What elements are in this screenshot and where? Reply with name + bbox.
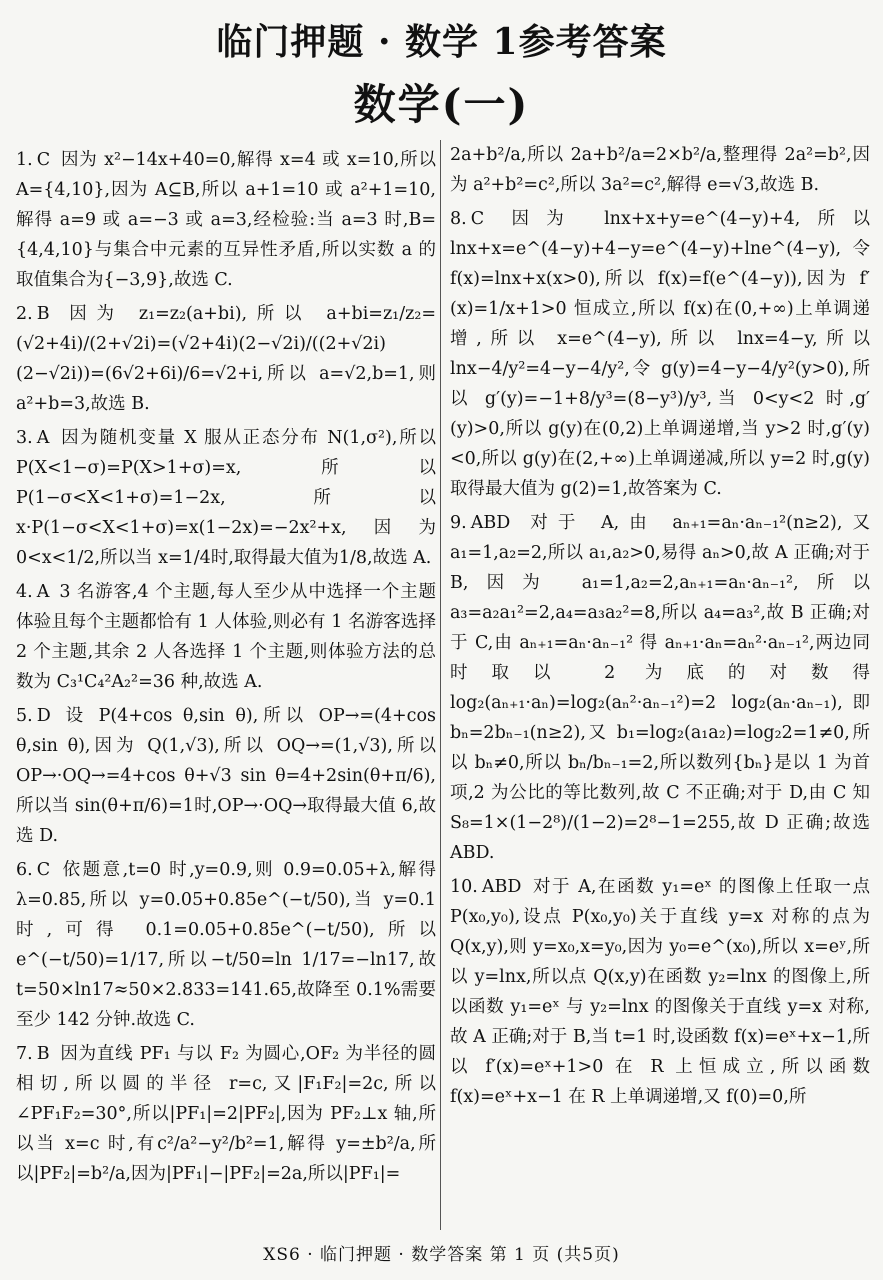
item-number: 4. bbox=[16, 582, 33, 602]
item-answer: B bbox=[36, 304, 50, 324]
item-solution: 依题意,t=0 时,y=0.9,则 0.9=0.05+λ,解得 λ=0.85,所以 y=0.05+0.85e^(−t/50),当 y=0.1 时,可得 0.1=0.05+0.85e^(−t/50),所以 e^(−t/50)=1/17,所以−t/50=ln 1/17=−ln17,故 t=50×ln17≈50×2.833=141.65,故降至 0.1%需要至少 142 分钟.故选 C. bbox=[16, 860, 436, 1030]
answer-item bbox=[16, 855, 436, 1035]
page-title: 临门押题 · 数学 1参考答案 bbox=[216, 21, 667, 63]
item-solution: 因为直线 PF₁ 与以 F₂ 为圆心,OF₂ 为半径的圆相切,所以圆的半径 r=c,又|F₁F₂|=2c,所以∠PF₁F₂=30°,所以|PF₁|=2|PF₂|,因为 PF₂⊥x 轴,所以当 x=c 时,有c²/a²−y²/b²=1,解得 y=±b²/a,所以|PF₂|=b²/a,因为|PF₁|−|PF₂|=2a,所以|PF₁|= bbox=[16, 1044, 436, 1184]
item-answer: ABD bbox=[470, 513, 511, 533]
item-answer: C bbox=[36, 860, 51, 880]
right-column bbox=[450, 140, 870, 1116]
left-column bbox=[16, 145, 436, 1193]
item-number: 9. bbox=[450, 513, 467, 533]
answer-item bbox=[16, 577, 436, 697]
item-answer: C bbox=[36, 150, 51, 170]
answer-item bbox=[16, 299, 436, 419]
item-solution: 对于 A,在函数 y₁=eˣ 的图像上任取一点 P(x₀,y₀),设点 P(x₀,y₀)关于直线 y=x 对称的点为 Q(x,y),则 y=x₀,x=y₀,因为 y₀=e^(x₀),所以 x=eʸ,所以 y=lnx,所以点 Q(x,y)在函数 y₂=lnx 的图像上,所以函数 y₁=eˣ 与 y₂=lnx 的图像关于直线 y=x 对称,故 A 正确;对于 B,当 t=1 时,设函数 f(x)=eˣ+x−1,所以 f′(x)=eˣ+1>0 在 R 上恒成立,所以函数 f(x)=eˣ+x−1 在 R 上单调递增,又 f(0)=0,所 bbox=[450, 877, 870, 1107]
item-number: 6. bbox=[16, 860, 33, 880]
column-divider bbox=[440, 140, 441, 1230]
answer-item bbox=[16, 423, 436, 573]
item-solution: 因为 lnx+x+y=e^(4−y)+4,所以 lnx+x=e^(4−y)+4−y=e^(4−y)+lne^(4−y),令 f(x)=lnx+x(x>0),所以 f(x)=f(e^(4−y)),因为 f′(x)=1/x+1>0 恒成立,所以 f(x)在(0,+∞)上单调递增,所以 x=e^(4−y),所以 lnx=4−y,所以 lnx−4/y²=4−y−4/y²,令 g(y)=4−y−4/y²(y>0),所以 g′(y)=−1+8/y³=(8−y³)/y³,当 0<y<2 时,g′(y)>0,所以 g(y)在(0,2)上单调递增,当 y>2 时,g′(y)<0,所以 g(y)在(2,+∞)上单调递减,所以 y=2 时,g(y)取得最大值为 g(2)=1,故答案为 C. bbox=[450, 209, 870, 499]
item-answer: D bbox=[36, 706, 51, 726]
item-solution: 因为 z₁=z₂(a+bi),所以 a+bi=z₁/z₂=(√2+4i)/(2+√2i)=(√2+4i)(2−√2i)/((2+√2i)(2−√2i))=(6√2+6i)/6=√2+i,所以 a=√2,b=1,则 a²+b=3,故选 B. bbox=[16, 304, 436, 414]
answer-item bbox=[16, 1039, 436, 1189]
item-number: 7. bbox=[16, 1044, 33, 1064]
item-solution: 对于 A,由 aₙ₊₁=aₙ·aₙ₋₁²(n≥2),又 a₁=1,a₂=2,所以 a₁,a₂>0,易得 aₙ>0,故 A 正确;对于 B,因为 a₁=1,a₂=2,aₙ₊₁=aₙ·aₙ₋₁²,所以 a₃=a₂a₁²=2,a₄=a₃a₂²=8,所以 a₄=a₃²,故 B 正确;对于 C,由 aₙ₊₁=aₙ·aₙ₋₁² 得 aₙ₊₁·aₙ=aₙ²·aₙ₋₁²,两边同时取以 2 为底的对数得 log₂(aₙ₊₁·aₙ)=log₂(aₙ²·aₙ₋₁²)=2 log₂(aₙ·aₙ₋₁),即 bₙ=2bₙ₋₁(n≥2),又 b₁=log₂(a₁a₂)=log₂2=1≠0,所以 bₙ≠0,所以 bₙ/bₙ₋₁=2,所以数列{bₙ}是以 1 为首项,2 为公比的等比数列,故 C 不正确;对于 D,由 C 知 S₈=1×(1−2⁸)/(1−2)=2⁸−1=255,故 D 正确;故选 ABD. bbox=[450, 513, 870, 863]
answer-item bbox=[16, 701, 436, 851]
item-number: 3. bbox=[16, 428, 33, 448]
item-number: 10. bbox=[450, 877, 478, 897]
item-number: 8. bbox=[450, 209, 467, 229]
item-solution: 因为 x²−14x+40=0,解得 x=4 或 x=10,所以 A={4,10},因为 A⊆B,所以 a+1=10 或 a²+1=10,解得 a=9 或 a=−3 或 a=3,经检验:当 a=3 时,B={4,4,10}与集合中元素的互异性矛盾,所以实数 a 的取值集合为{−3,9},故选 C. bbox=[16, 150, 436, 290]
item-answer: A bbox=[36, 582, 50, 602]
item-answer: C bbox=[470, 209, 485, 229]
item-number: 5. bbox=[16, 706, 33, 726]
answer-item bbox=[16, 145, 436, 295]
item-solution: 设 P(4+cos θ,sin θ),所以 OP→=(4+cos θ,sin θ),因为 Q(1,√3),所以 OQ→=(1,√3),所以 OP→·OQ→=4+cos θ+√3 sin θ=4+2sin(θ+π/6),所以当 sin(θ+π/6)=1时,OP→·OQ→取得最大值 6,故选 D. bbox=[16, 706, 436, 846]
item-answer: ABD bbox=[481, 877, 522, 897]
answer-item bbox=[450, 204, 870, 504]
item-solution: 3 名游客,4 个主题,每人至少从中选择一个主题体验且每个主题都恰有 1 人体验,则必有 1 名游客选择 2 个主题,其余 2 人各选择 1 个主题,则体验方法的总数为 C₃¹C₄²A₂²=36 种,故选 A. bbox=[16, 582, 436, 692]
answer-item bbox=[450, 872, 870, 1112]
item-number: 1. bbox=[16, 150, 33, 170]
item-answer: B bbox=[36, 1044, 50, 1064]
answer-item bbox=[450, 508, 870, 868]
item-answer: A bbox=[36, 428, 50, 448]
item-solution: 因为随机变量 X 服从正态分布 N(1,σ²),所以 P(X<1−σ)=P(X>1+σ)=x,所以 P(1−σ<X<1+σ)=1−2x,所以 x·P(1−σ<X<1+σ)=x(1−2x)=−2x²+x,因为 0<x<1/2,所以当 x=1/4时,取得最大值为1/8,故选 A. bbox=[16, 428, 436, 568]
item-number: 2. bbox=[16, 304, 33, 324]
item-solution: 2a+b²/a,所以 2a+b²/a=2×b²/a,整理得 2a²=b²,因为 a²+b²=c²,所以 3a²=c²,解得 e=√3,故选 B. bbox=[450, 145, 870, 195]
page-footer: XS6 · 临门押题 · 数学答案 第 1 页 (共5页) bbox=[263, 1245, 620, 1265]
answer-item-continued bbox=[450, 140, 870, 200]
page-subtitle: 数学(一) bbox=[353, 80, 530, 129]
